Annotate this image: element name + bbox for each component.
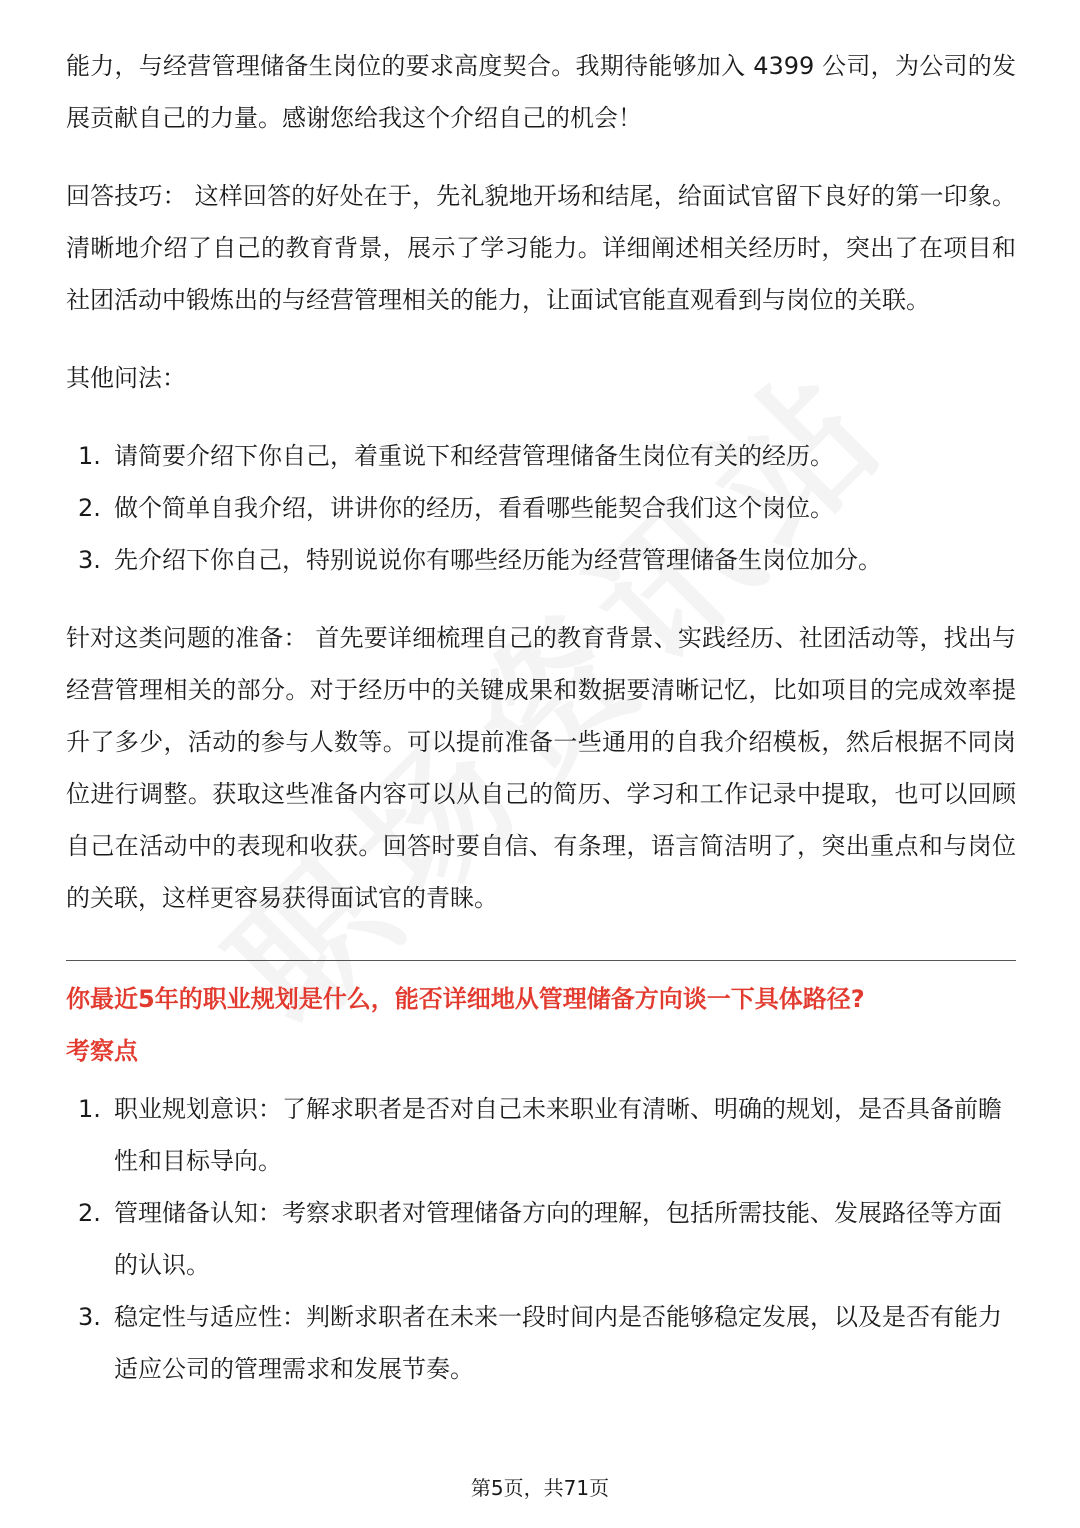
question-heading: 你最近5年的职业规划是什么，能否详细地从管理储备方向谈一下具体路径? [66, 985, 865, 1013]
prep-label: 针对这类问题的准备： [66, 624, 308, 652]
prep-paragraph [66, 612, 1016, 924]
page-content [66, 40, 1016, 1395]
list-number: 1. [78, 1095, 101, 1123]
list-text: 请简要介绍下你自己，着重说下和经营管理储备生岗位有关的经历。 [114, 442, 834, 470]
list-item [66, 534, 1016, 586]
list-number: 2. [78, 494, 101, 522]
list-number: 2. [78, 1199, 101, 1227]
prep-text: 首先要详细梳理自己的教育背景、实践经历、社团活动等，找出与经营管理相关的部分。对于经历中的关键成果和数据要清晰记忆，比如项目的完成效率提升了多少，活动的参与人数等。可以提前准备一些通用的自我介绍模板，然后根据不同岗位进行调整。获取这些准备内容可以从自己的简历、学习和工作记录中提取，也可以回顾自己在活动中的表现和收获。回答时要自信、有条理，语言简洁明了，突出重点和与岗位的关联，这样更容易获得面试官的青睐。 [66, 624, 1016, 912]
list-item [66, 1187, 1016, 1291]
list-text: 稳定性与适应性：判断求职者在未来一段时间内是否能够稳定发展，以及是否有能力适应公司的管理需求和发展节奏。 [114, 1303, 1002, 1383]
tips-paragraph [66, 170, 1016, 326]
list-item [66, 430, 1016, 482]
list-text: 管理储备认知：考察求职者对管理储备方向的理解，包括所需技能、发展路径等方面的认识。 [114, 1199, 1002, 1279]
spacer [66, 586, 1016, 612]
section-divider [66, 960, 1016, 961]
list-number: 1. [78, 442, 101, 470]
page-footer: 第5页，共71页 [470, 1476, 610, 1500]
tips-text: 这样回答的好处在于，先礼貌地开场和结尾，给面试官留下良好的第一印象。清晰地介绍了自己的教育背景，展示了学习能力。详细阐述相关经历时，突出了在项目和社团活动中锻炼出的与经营管理相关的能力，让面试官能直观看到与岗位的关联。 [66, 182, 1016, 314]
spacer [66, 144, 1016, 170]
list-number: 3. [78, 1303, 101, 1331]
list-number: 3. [78, 546, 101, 574]
spacer [66, 326, 1016, 352]
list-text: 职业规划意识：了解求职者是否对自己未来职业有清晰、明确的规划，是否具备前瞻性和目标导向。 [114, 1095, 1002, 1175]
spacer [66, 404, 1016, 430]
assessment-heading: 考察点 [66, 1037, 138, 1065]
intro-paragraph: 能力，与经营管理储备生岗位的要求高度契合。我期待能够加入 4399 公司，为公司的发展贡献自己的力量。感谢您给我这个介绍自己的机会！ [66, 52, 1016, 132]
other-asks-list [66, 430, 1016, 586]
tips-label: 回答技巧： [66, 182, 187, 210]
list-text: 做个简单自我介绍，讲讲你的经历，看看哪些能契合我们这个岗位。 [114, 494, 834, 522]
other-asks-label: 其他问法： [66, 364, 186, 392]
list-item [66, 482, 1016, 534]
assessment-list [66, 1083, 1016, 1395]
list-item [66, 1083, 1016, 1187]
list-item [66, 1291, 1016, 1395]
list-text: 先介绍下你自己，特别说说你有哪些经历能为经营管理储备生岗位加分。 [114, 546, 882, 574]
